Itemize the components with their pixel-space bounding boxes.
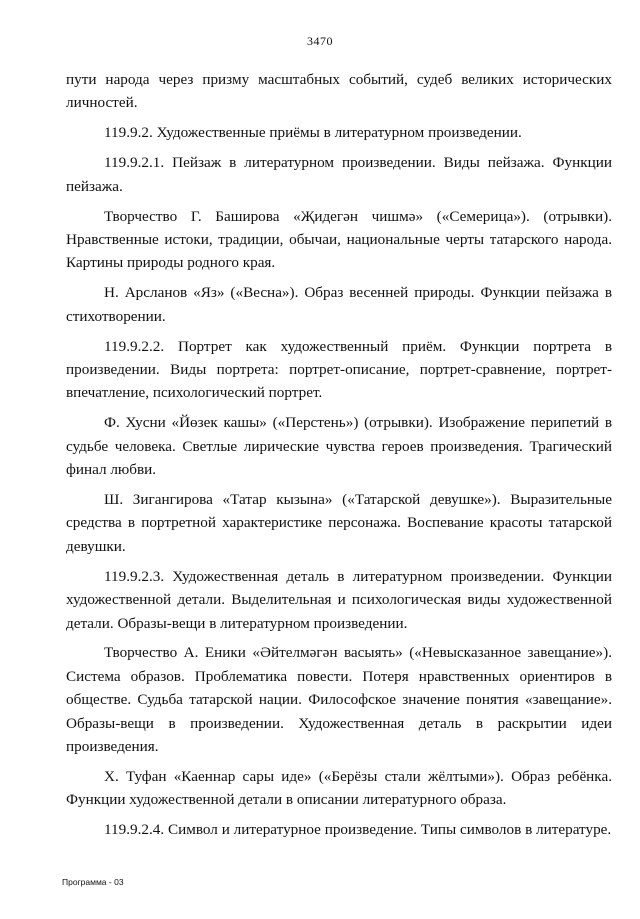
section-heading-119-9-2-2: 119.9.2.2. Портрет как художественный приём. Функции портрета в произведении. Виды портрета: портрет-описание, портрет-сравнение, портрет-впечатление, психологический портрет. [66,337,612,402]
paragraph-zigangirova: Ш. Зигангирова «Татар кызына» («Татарской девушке»). Выразительные средства в портретной характеристике персонажа. Воспевание красоты татарской девушки. [66,491,612,555]
paragraph-continuation: пути народа через призму масштабных событий, судеб великих исторических личностей. [66,71,612,112]
page-number: 3470 [307,34,333,48]
paragraph-arslanov: Н. Арсланов «Яз» («Весна»). Образ весенней природы. Функции пейзажа в стихотворении. [66,284,612,325]
paragraph-khusni: Ф. Хусни «Йөзек кашы» («Перстень») (отрывки). Изображение перипетий в судьбе человека. Светлые лирические чувства героев произведения. Трагический финал любви. [66,414,612,479]
paragraph-tufan: Х. Туфан «Каеннар сары иде» («Берёзы стали жёлтыми»). Образ ребёнка. Функции художественной детали в описании литературного образа. [66,767,612,809]
footer-label: Программа - 03 [62,877,124,887]
paragraph-eniki: Творчество А. Еники «Әйтелмәгән васыять» («Невысказанное завещание»). Система образов. Проблематика повести. Потеря нравственных ориентиров в обществе. Судьба татарской нации. Философское значение понятия «завещание». Образы-вещи в произведении. Художественная деталь в раскрытии идеи произведения. [66,644,612,756]
section-heading-119-9-2: 119.9.2. Художественные приёмы в литературном произведении. [104,124,522,142]
document-body [66,68,612,848]
section-heading-119-9-2-4: 119.9.2.4. Символ и литературное произведение. Типы символов в литературе. [104,821,612,839]
section-heading-119-9-2-3: 119.9.2.3. Художественная деталь в литературном произведении. Функции художественной детали. Выделительная и психологическая виды художественной детали. Образы-вещи в литературном произведении. [66,567,612,632]
paragraph-bashirov: Творчество Г. Баширова «Җидегән чишмә» («Семерица»). (отрывки). Нравственные истоки, традиции, обычаи, национальные черты татарского народа. Картины природы родного края. [66,207,612,272]
section-heading-119-9-2-1: 119.9.2.1. Пейзаж в литературном произведении. Виды пейзажа. Функции пейзажа. [66,154,612,195]
